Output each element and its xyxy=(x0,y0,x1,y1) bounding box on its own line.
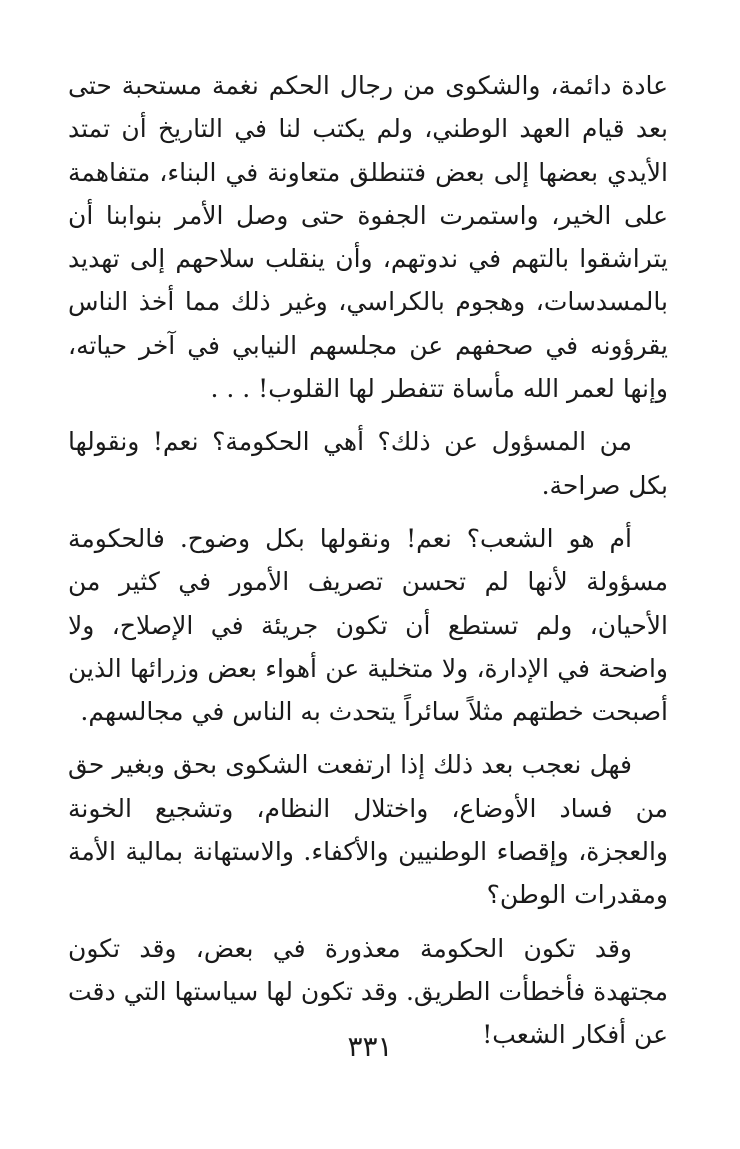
paragraph-3: أم هو الشعب؟ نعم! ونقولها بكل وضوح. فالحكومة مسؤولة لأنها لم تحسن تصريف الأمور في كثير من الأحيان، ولم تستطع أن تكون جريئة في الإصلاح، ولا واضحة في الإدارة، ولا متخلية عن أهواء بعض وزرائها الذين أصبحت خطتهم مثلاً سائراً يتحدث به الناس في مجالسهم. xyxy=(68,523,668,727)
page-number: ٣٣١ xyxy=(347,1030,393,1063)
paragraph-2: من المسؤول عن ذلك؟ أهي الحكومة؟ نعم! ونقولها بكل صراحة. xyxy=(68,427,668,500)
paragraph-1: عادة دائمة، والشكوى من رجال الحكم نغمة مستحبة حتى بعد قيام العهد الوطني، ولم يكتب لنا في التاريخ أن تمتد الأيدي بعضها إلى بعض فتنطلق متعاونة في البناء، متفاهمة على الخير، واستمرت الجفوة حتى وصل الأمر بنوابنا أن يتراشقوا بالتهم في ندوتهم، وأن ينقلب سلاحهم إلى تهديد بالمسدسات، وهجوم بالكراسي، وغير ذلك مما أخذ الناس يقرؤونه في صحفهم عن مجلسهم النيابي في آخر حياته، وإنها لعمر الله مأساة تتفطر لها القلوب! . . . xyxy=(68,71,668,404)
paragraph-5: وقد تكون الحكومة معذورة في بعض، وقد تكون مجتهدة فأخطأت الطريق. وقد تكون لها سياستها التي دقت عن أفكار الشعب! xyxy=(68,933,668,1050)
paragraph-4: فهل نعجب بعد ذلك إذا ارتفعت الشكوى بحق وبغير حق من فساد الأوضاع، واختلال النظام، وتشجيع الخونة والعجزة، وإقصاء الوطنيين والأكفاء. والاستهانة بمالية الأمة ومقدرات الوطن؟ xyxy=(68,750,668,910)
body-text xyxy=(68,64,668,1067)
